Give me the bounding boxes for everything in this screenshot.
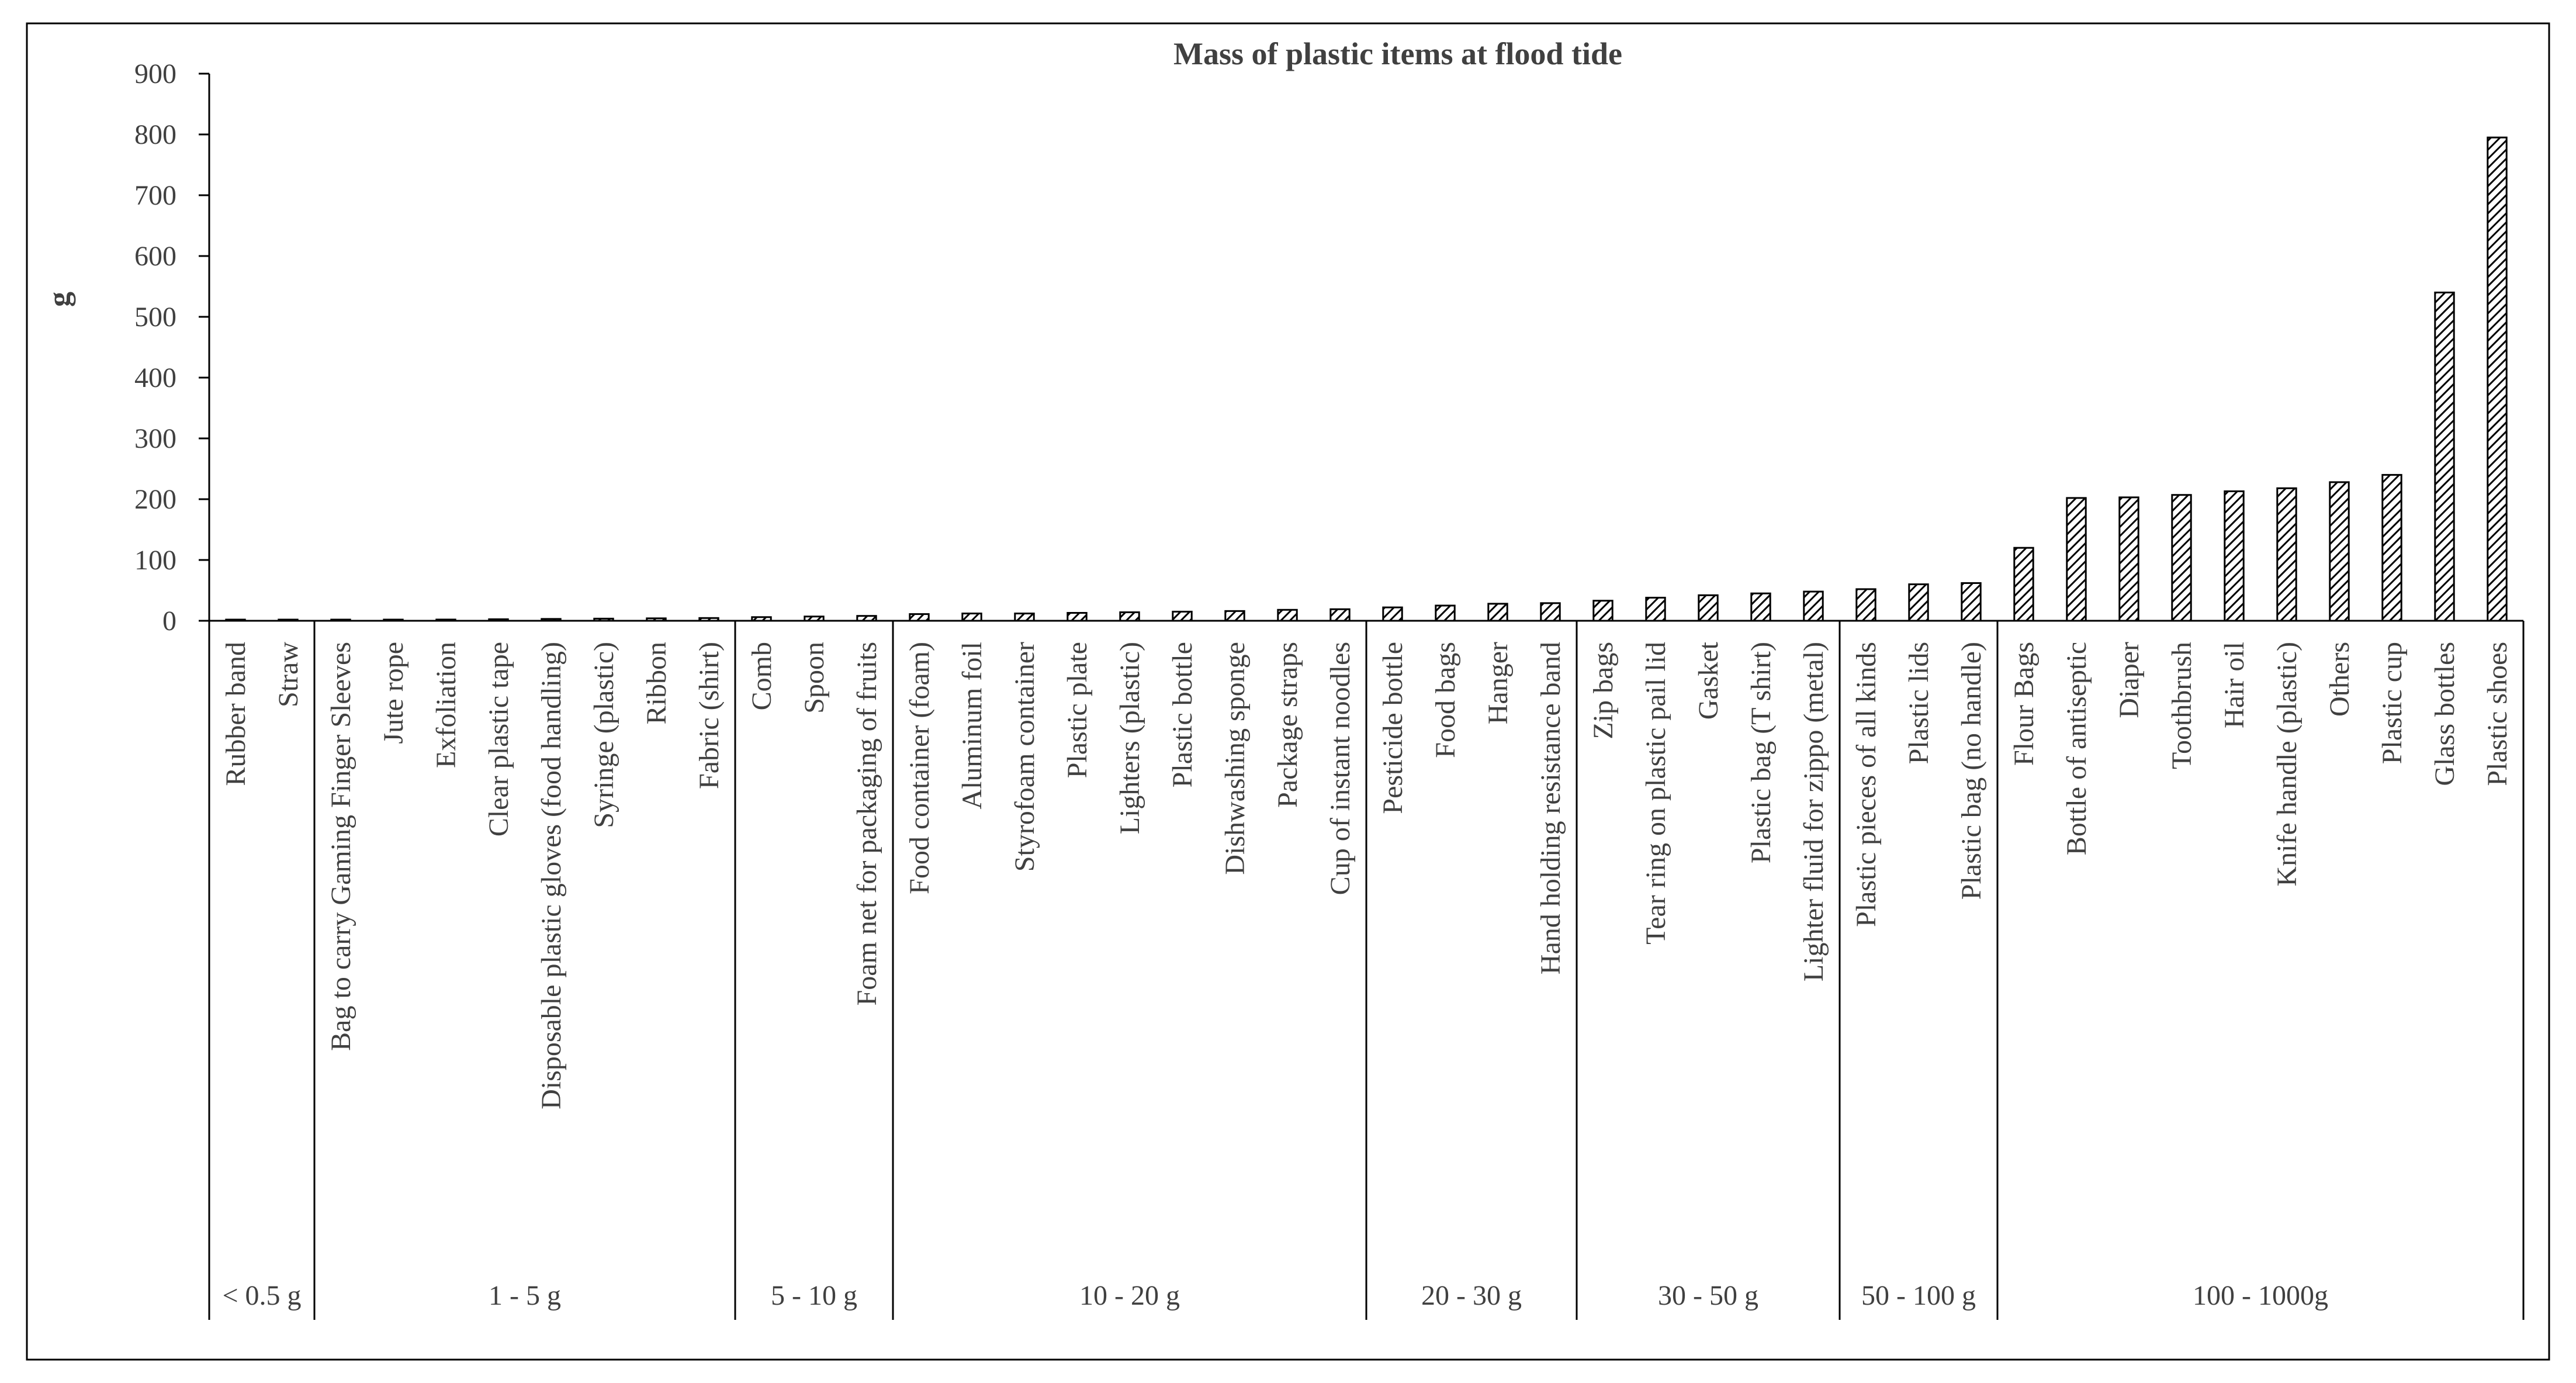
category-label: Plastic bag (T shirt) <box>1746 642 1777 864</box>
category-label: Gasket <box>1693 642 1724 720</box>
category-label: Hair oil <box>2219 642 2250 728</box>
category-label: Styrofoam container <box>1009 642 1040 872</box>
category-label: Lighter fluid for zippo (metal) <box>1798 642 1829 982</box>
bar <box>2488 137 2506 621</box>
category-label: Plastic shoes <box>2482 642 2513 786</box>
bar <box>2172 495 2191 621</box>
bar <box>2014 548 2033 621</box>
bar <box>1751 593 1770 621</box>
bar <box>2330 482 2349 621</box>
bar <box>1331 609 1349 621</box>
bar <box>1278 610 1297 621</box>
category-label: Toothbrush <box>2166 642 2197 769</box>
bar <box>1699 595 1718 621</box>
category-label: Dishwashing sponge <box>1220 642 1251 875</box>
bar <box>1541 603 1560 621</box>
category-label: Exfoliation <box>431 642 462 768</box>
category-label: Pesticide bottle <box>1377 642 1408 814</box>
category-label: Package straps <box>1272 642 1303 808</box>
bar <box>1225 611 1244 621</box>
y-tick-label: 300 <box>134 423 176 454</box>
category-label: Spoon <box>799 642 830 714</box>
bar <box>2435 292 2454 621</box>
y-tick-label: 800 <box>134 119 176 150</box>
group-label: 100 - 1000g <box>2193 1280 2328 1311</box>
bar <box>2120 497 2138 621</box>
group-label: < 0.5 g <box>222 1280 302 1311</box>
category-label: Rubber band <box>220 642 251 786</box>
bar <box>1962 583 1981 621</box>
category-label: Ribbon <box>641 642 672 725</box>
bar <box>962 614 981 621</box>
group-label: 10 - 20 g <box>1079 1280 1180 1311</box>
category-label: Foam net for packaging of fruits <box>851 642 882 1006</box>
group-label: 20 - 30 g <box>1421 1280 1522 1311</box>
category-label: Bag to carry Gaming Finger Sleeves <box>326 642 356 1051</box>
bar <box>1383 607 1402 621</box>
category-label: Comb <box>746 642 777 711</box>
category-label: Clear plastic tape <box>483 642 514 837</box>
group-label: 50 - 100 g <box>1861 1280 1976 1311</box>
bar <box>2067 498 2086 621</box>
category-label: Aluminum foil <box>957 642 988 810</box>
group-label: 1 - 5 g <box>489 1280 561 1311</box>
category-label: Cup of instant noodles <box>1325 642 1356 896</box>
category-label: Glass bottles <box>2429 642 2460 786</box>
group-label: 30 - 50 g <box>1658 1280 1758 1311</box>
category-label: Jute rope <box>378 642 409 744</box>
category-label: Flour Bags <box>2009 642 2040 766</box>
bar <box>2225 491 2243 621</box>
category-label: Knife handle (plastic) <box>2272 642 2303 887</box>
y-tick-label: 500 <box>134 302 176 333</box>
bar <box>2277 488 2296 621</box>
bar <box>2383 475 2401 621</box>
group-label: 5 - 10 g <box>771 1280 857 1311</box>
category-label: Hanger <box>1483 642 1514 725</box>
category-label: Food container (foam) <box>904 642 935 894</box>
category-label: Disposable plastic gloves (food handling) <box>536 642 567 1109</box>
bar <box>1804 592 1823 621</box>
y-tick-label: 0 <box>162 606 176 637</box>
category-label: Straw <box>273 642 304 707</box>
bar <box>1857 589 1875 621</box>
bar <box>1909 585 1928 621</box>
category-label: Bottle of antiseptic <box>2061 642 2092 856</box>
bar <box>1488 604 1507 621</box>
y-tick-label: 700 <box>134 180 176 211</box>
category-label: Tear ring on plastic pail lid <box>1640 642 1671 945</box>
category-label: Plastic cup <box>2377 642 2408 765</box>
category-label: Plastic plate <box>1062 642 1093 779</box>
category-label: Others <box>2324 642 2355 717</box>
bar <box>910 614 929 621</box>
bar <box>1646 597 1665 621</box>
chart-title: Mass of plastic items at flood tide <box>1173 36 1622 71</box>
category-label: Plastic bag (no handle) <box>1956 642 1987 900</box>
category-label: Syringe (plastic) <box>588 642 619 828</box>
y-tick-label: 600 <box>134 241 176 272</box>
category-label: Diaper <box>2114 642 2145 718</box>
y-tick-label: 100 <box>134 545 176 576</box>
category-label: Lighters (plastic) <box>1114 642 1145 835</box>
bar <box>1015 614 1034 621</box>
bar <box>1120 612 1139 621</box>
bar <box>1436 606 1455 621</box>
bar <box>1173 611 1192 621</box>
category-label: Plastic bottle <box>1167 642 1198 788</box>
bar <box>1068 613 1086 621</box>
y-tick-label: 900 <box>134 58 176 89</box>
bar <box>1594 601 1612 621</box>
category-label: Hand holding resistance band <box>1535 642 1566 975</box>
category-label: Zip bags <box>1588 642 1619 739</box>
y-tick-label: 200 <box>134 484 176 515</box>
category-label: Fabric (shirt) <box>694 642 725 789</box>
y-axis-label: g <box>43 292 76 307</box>
y-tick-label: 400 <box>134 362 176 393</box>
category-label: Food bags <box>1430 642 1461 758</box>
category-label: Plastic lids <box>1903 642 1934 765</box>
category-label: Plastic pieces of all kinds <box>1851 642 1882 927</box>
